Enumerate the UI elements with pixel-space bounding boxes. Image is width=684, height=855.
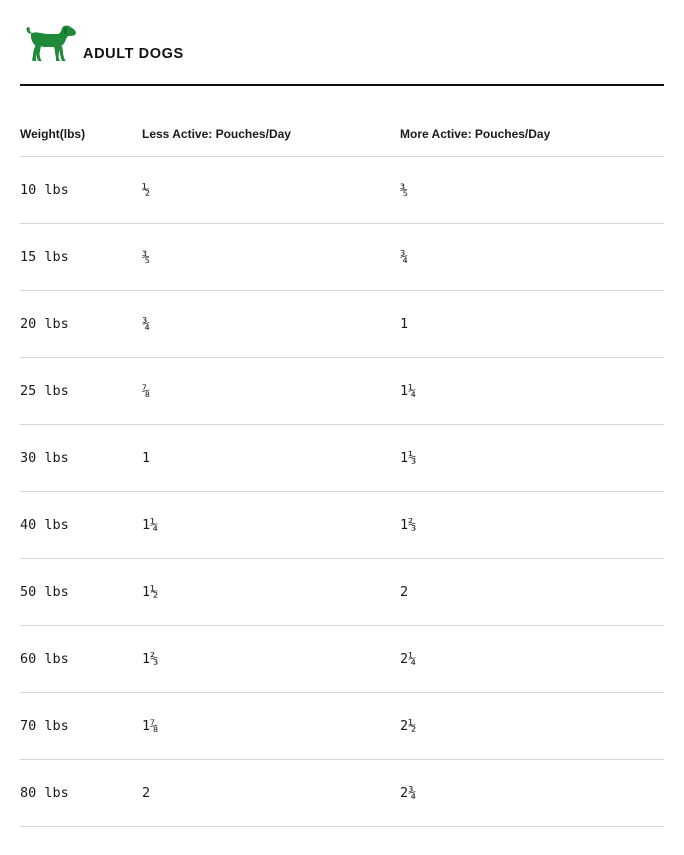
- more-active-cell: 2½: [400, 718, 417, 734]
- more-active-cell: 1⅓: [400, 450, 417, 466]
- table-row: [20, 693, 664, 760]
- table-row: [20, 760, 664, 827]
- weight-cell: 15 lbs: [20, 249, 69, 265]
- table-header-row: [20, 86, 664, 157]
- weight-cell: 70 lbs: [20, 718, 69, 734]
- weight-cell: 20 lbs: [20, 316, 69, 332]
- more-active-cell: 1: [400, 316, 409, 332]
- table-row: [20, 224, 664, 291]
- table-row: [20, 291, 664, 358]
- less-active-cell: 1⅞: [142, 718, 159, 734]
- weight-cell: 60 lbs: [20, 651, 69, 667]
- less-active-cell: 1½: [142, 584, 159, 600]
- more-active-cell: ¾: [400, 249, 409, 265]
- less-active-cell: ⅞: [142, 383, 151, 399]
- page-header: [20, 0, 664, 86]
- table-row: [20, 157, 664, 224]
- more-active-cell: 1¼: [400, 383, 417, 399]
- less-active-cell: 1¼: [142, 517, 159, 533]
- more-active-cell: ⅗: [400, 182, 409, 198]
- page-title: ADULT DOGS: [83, 46, 184, 62]
- more-active-cell: 2¼: [400, 651, 417, 667]
- column-header-less-active: Less Active: Pouches/Day: [142, 127, 291, 141]
- less-active-cell: 1: [142, 450, 151, 466]
- column-header-more-active: More Active: Pouches/Day: [400, 127, 551, 141]
- more-active-cell: 2: [400, 584, 409, 600]
- less-active-cell: ¾: [142, 316, 151, 332]
- weight-cell: 40 lbs: [20, 517, 69, 533]
- table-row: [20, 425, 664, 492]
- less-active-cell: ½: [142, 182, 151, 198]
- table-row: [20, 559, 664, 626]
- dog-icon: [25, 25, 77, 63]
- column-header-weight: Weight(lbs): [20, 127, 86, 141]
- less-active-cell: ⅗: [142, 249, 151, 265]
- weight-cell: 30 lbs: [20, 450, 69, 466]
- table-row: [20, 492, 664, 559]
- more-active-cell: 1⅔: [400, 517, 417, 533]
- weight-cell: 10 lbs: [20, 182, 69, 198]
- weight-cell: 50 lbs: [20, 584, 69, 600]
- feeding-table: [20, 86, 664, 827]
- more-active-cell: 2¾: [400, 785, 417, 801]
- weight-cell: 25 lbs: [20, 383, 69, 399]
- less-active-cell: 2: [142, 785, 151, 801]
- table-row: [20, 358, 664, 425]
- less-active-cell: 1⅔: [142, 651, 159, 667]
- weight-cell: 80 lbs: [20, 785, 69, 801]
- table-row: [20, 626, 664, 693]
